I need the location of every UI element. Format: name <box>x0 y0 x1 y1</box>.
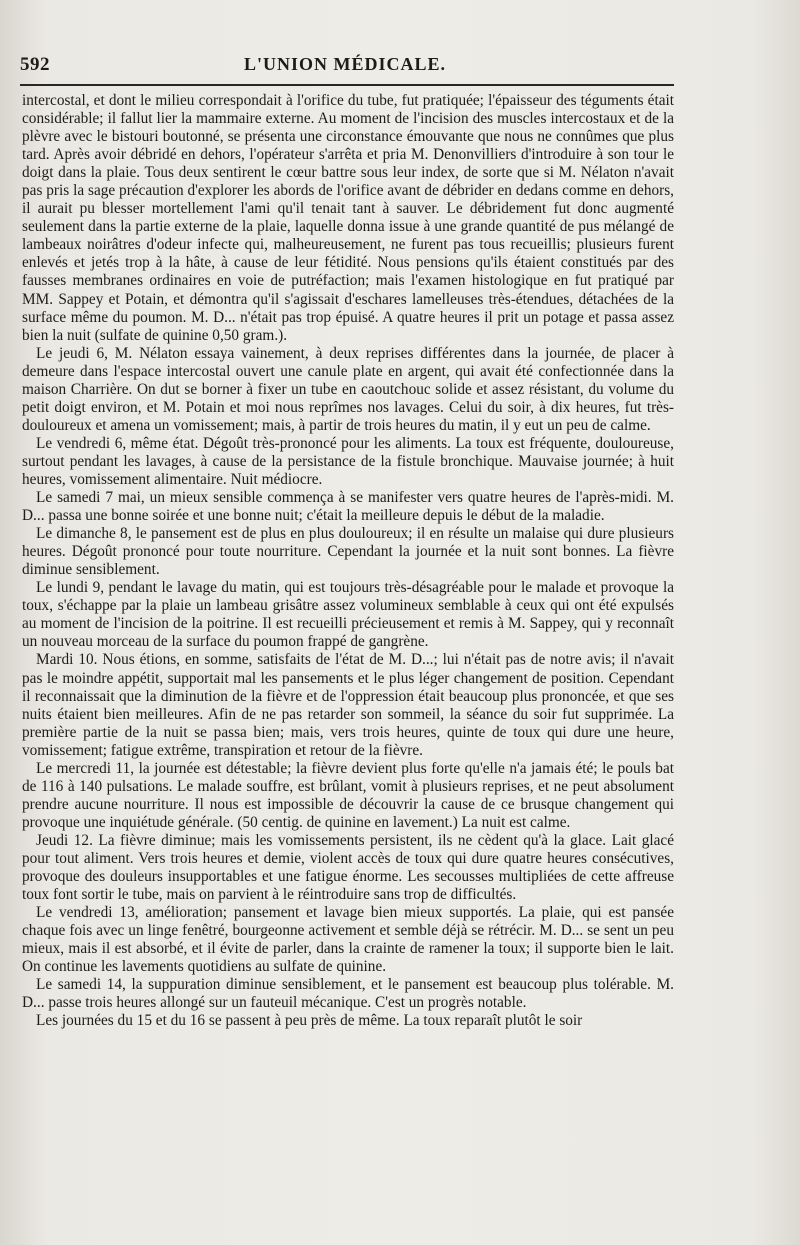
paragraph: Le samedi 14, la suppuration diminue sensiblement, et le pansement est beaucoup plus tolérable. M. D... passe trois heures allongé sur un fauteuil mécanique. C'est un progrès notable. <box>22 976 674 1012</box>
paragraph: Le vendredi 13, amélioration; pansement et lavage bien mieux supportés. La plaie, qui est pansée chaque fois avec un linge fenêtré, bourgeonne activement et semble déjà se rétrécir. M. D... se sent un peu mieux, mais il est absorbé, et il évite de parler, dans la crainte de ramener la toux; il supporte bien le lait. On continue les lavements quotidiens au sulfate de quinine. <box>22 904 674 976</box>
paragraph: Le lundi 9, pendant le lavage du matin, qui est toujours très-désagréable pour le malade et provoque la toux, s'échappe par la plaie un lambeau grisâtre assez volumineux semblable à ceux qui ont été expulsés au moment de l'incision de la poitrine. Il est recueilli précieusement et remis à M. Sappey, qui y reconnaît un nouveau morceau de la surface du poumon frappé de gangrène. <box>22 579 674 651</box>
paragraph: intercostal, et dont le milieu correspondait à l'orifice du tube, fut pratiquée; l'épaisseur des téguments était considérable; il fallut lier la mammaire externe. Au moment de l'incision des muscles intercostaux et de la plèvre avec le bistouri boutonné, se présenta une circonstance émouvante que nous ne connûmes que plus tard. Après avoir débridé en dehors, l'opérateur s'arrêta et pria M. Denonvilliers d'introduire à son tour le doigt dans la plaie. Tous deux sentirent le cœur battre sous leur index, de sorte que si M. Nélaton n'avait pas pris la sage précaution d'explorer les abords de l'orifice avant de débrider en dedans comme en dehors, il aurait pu blesser mortellement l'ami qu'il tenait tant à sauver. Le débridement fut donc augmenté seulement dans la partie externe de la plaie, laquelle donna issue à une grande quantité de pus mélangé de lambeaux noirâtres d'odeur infecte qui, malheureusement, ne furent pas tous recueillis; plusieurs furent enlevés et jetés trop à la hâte, à cause de leur fétidité. Nous pensions qu'ils étaient constitués par des fausses membranes ordinaires en voie de putréfaction; mais l'examen histologique en fut pratiqué par MM. Sappey et Potain, et démontra qu'il s'agissait d'eschares lamelleuses très-étendues, détachées de la surface même du poumon. M. D... n'était pas trop épuisé. A quatre heures il prit un potage et passa assez bien la nuit (sulfate de quinine 0,50 gram.). <box>22 92 674 344</box>
paragraph: Le samedi 7 mai, un mieux sensible commença à se manifester vers quatre heures de l'après-midi. M. D... passa une bonne soirée et une bonne nuit; c'était la meilleure depuis le début de la maladie. <box>22 489 674 525</box>
running-title: L'UNION MÉDICALE. <box>243 54 447 74</box>
paragraph: Mardi 10. Nous étions, en somme, satisfaits de l'état de M. D...; lui n'était pas de notre avis; il n'avait pas le moindre appétit, supportait mal les pansements et le plus léger changement de position. Cependant il reconnaissait que la diminution de la fièvre et de l'oppression était beaucoup plus prononcée, et que ses nuits étaient bien meilleures. Afin de ne pas retarder son sommeil, la séance du soir fut supprimée. La première partie de la nuit se passa bien; mais, vers trois heures, quinte de toux qui dure une heure, vomissement; fatigue extrême, transpiration et retour de la fièvre. <box>22 651 674 759</box>
paragraph: Le jeudi 6, M. Nélaton essaya vainement, à deux reprises différentes dans la journée, de placer à demeure dans l'espace intercostal ouvert une canule plate en argent, qui avait été confectionnée dans la maison Charrière. On dut se borner à fixer un tube en caoutchouc solide et assez résistant, du volume du petit doigt environ, et M. Potain et moi nous reprîmes nos lavages. Celui du soir, à dix heures, fut très-douloureux et amena un vomissement; mais, à partir de trois heures du matin, il y eut un peu de calme. <box>22 344 674 434</box>
header-rule <box>20 84 674 86</box>
page-header <box>20 48 670 78</box>
paragraph: Les journées du 15 et du 16 se passent à peu près de même. La toux reparaît plutôt le soir <box>36 1012 583 1030</box>
paragraph: Le mercredi 11, la journée est détestable; la fièvre devient plus forte qu'elle n'a jamais été; le pouls bat de 116 à 140 pulsations. Le malade souffre, est brûlant, vomit à plusieurs reprises, et ne peut absolument prendre aucune nourriture. Il nous est impossible de découvrir la cause de ce brusque changement qui provoque une inquiétude générale. (50 centig. de quinine en lavement.) La nuit est calme. <box>22 759 674 831</box>
page-number: 592 <box>20 54 50 75</box>
paragraph: Jeudi 12. La fièvre diminue; mais les vomissements persistent, ils ne cèdent qu'à la glace. Lait glacé pour tout aliment. Vers trois heures et demie, violent accès de toux qui dure quatre heures consécutives, provoque des douleurs insupportables et une fatigue énorme. Les secousses multipliées de cette affreuse toux font sortir le tube, mais on parvient à le réintroduire sans trop de difficultés. <box>22 831 674 904</box>
paragraph: Le dimanche 8, le pansement est de plus en plus douloureux; il en résulte un malaise qui dure plusieurs heures. Dégoût prononcé pour toute nourriture. Cependant la journée et la nuit sont bonnes. La fièvre diminue sensiblement. <box>22 525 674 579</box>
paragraph: Le vendredi 6, même état. Dégoût très-prononcé pour les aliments. La toux est fréquente, douloureuse, surtout pendant les lavages, à cause de la persistance de la fistule bronchique. Mauvaise journée; à huit heures, vomissement alimentaire. Nuit médiocre. <box>22 434 674 488</box>
body-text <box>22 92 674 1030</box>
